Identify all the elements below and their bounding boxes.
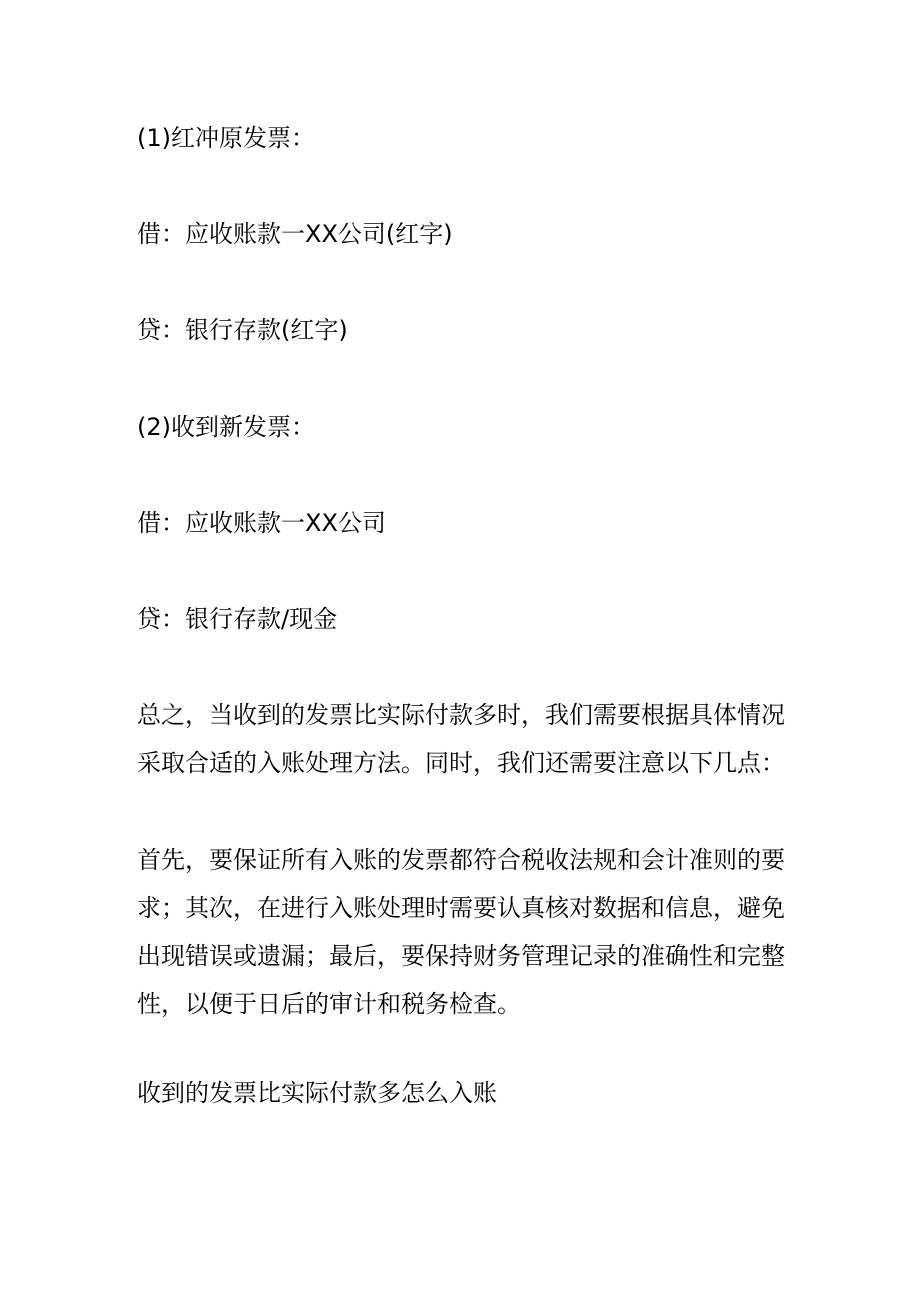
notes-line: 性，以便于日后的审计和税务检查。 xyxy=(137,990,521,1018)
summary-line: 采取合适的入账处理方法。同时，我们还需要注意以下几点： xyxy=(137,749,785,777)
credit-entry-red: 贷：银行存款(红字) xyxy=(137,316,348,344)
notes-line: 求；其次，在进行入账处理时需要认真核对数据和信息，避免 xyxy=(137,894,785,922)
section-heading: 收到的发票比实际付款多怎么入账 xyxy=(137,1079,497,1107)
step-1-title: (1)红冲原发票： xyxy=(137,124,315,152)
credit-entry: 贷：银行存款/现金 xyxy=(137,605,338,633)
summary-line: 总之，当收到的发票比实际付款多时，我们需要根据具体情况 xyxy=(137,701,785,729)
notes-line: 首先，要保证所有入账的发票都符合税收法规和会计准则的要 xyxy=(137,846,785,874)
notes-line: 出现错误或遗漏；最后，要保持财务管理记录的准确性和完整 xyxy=(137,942,785,970)
step-2-title: (2)收到新发票： xyxy=(137,413,315,441)
summary-paragraph xyxy=(137,701,785,799)
debit-entry-red: 借：应收账款一XX公司(红字) xyxy=(137,220,453,248)
debit-entry: 借：应收账款一XX公司 xyxy=(137,509,386,537)
notes-paragraph xyxy=(137,846,785,1040)
